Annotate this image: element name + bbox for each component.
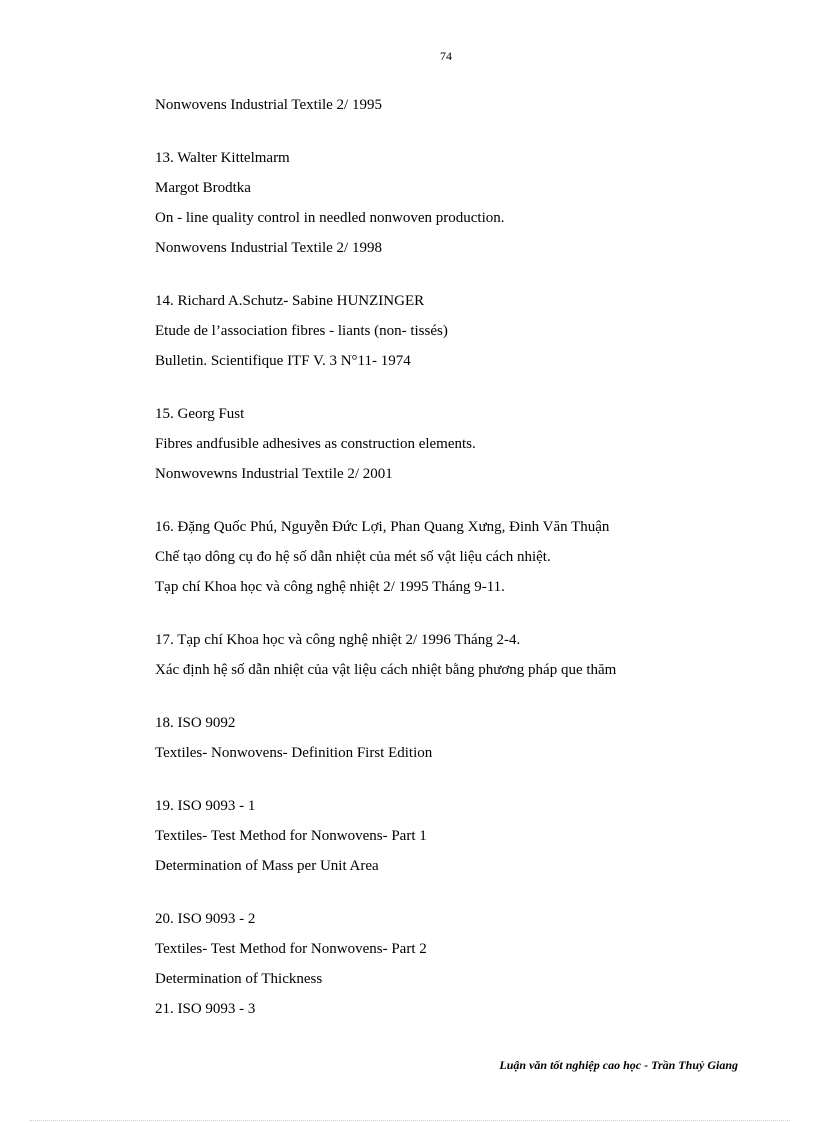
reference-entry	[155, 628, 755, 688]
reference-line: Bulletin. Scientifique ITF V. 3 N°11- 1974	[155, 353, 411, 369]
reference-line: 15. Georg Fust	[155, 406, 245, 422]
reference-entry	[155, 289, 755, 379]
reference-entry	[155, 515, 755, 605]
reference-entry	[155, 146, 755, 266]
reference-spacer	[155, 123, 755, 146]
reference-line: 20. ISO 9093 - 2	[155, 911, 256, 927]
reference-line: 18. ISO 9092	[155, 715, 236, 731]
reference-line: Nonwovewns Industrial Textile 2/ 2001	[155, 466, 393, 482]
reference-line: Determination of Thickness	[155, 971, 323, 987]
reference-spacer	[155, 379, 755, 402]
reference-spacer	[155, 688, 755, 711]
reference-entry	[155, 794, 755, 884]
reference-line: Tạp chí Khoa học và công nghệ nhiệt 2/ 1995 Tháng 9-11.	[155, 579, 505, 595]
reference-line: On - line quality control in needled nonwoven production.	[155, 210, 505, 226]
reference-entry	[155, 907, 755, 1027]
reference-line: 13. Walter Kittelmarm	[155, 150, 290, 166]
reference-list	[155, 93, 755, 1027]
reference-spacer	[155, 884, 755, 907]
reference-spacer	[155, 492, 755, 515]
page-bottom-divider	[30, 1120, 790, 1121]
reference-line: 21. ISO 9093 - 3	[155, 1001, 256, 1017]
reference-line: 14. Richard A.Schutz- Sabine HUNZINGER	[155, 293, 425, 309]
reference-line: 17. Tạp chí Khoa học và công nghệ nhiệt 2/ 1996 Tháng 2-4.	[155, 632, 521, 648]
reference-entry	[155, 93, 755, 123]
reference-line: Xác định hệ số dẫn nhiệt của vật liệu cách nhiệt bằng phương pháp que thăm	[155, 662, 617, 678]
reference-line: Determination of Mass per Unit Area	[155, 858, 379, 874]
reference-line: Nonwovens Industrial Textile 2/ 1998	[155, 240, 382, 256]
reference-line: Etude de l’association fibres - liants (non- tissés)	[155, 323, 448, 339]
reference-line: Nonwovens Industrial Textile 2/ 1995	[155, 97, 382, 113]
reference-line: Textiles- Nonwovens- Definition First Edition	[155, 745, 433, 761]
reference-line: Textiles- Test Method for Nonwovens- Part 2	[155, 941, 427, 957]
footer-author-line: Luận văn tốt nghiệp cao học - Trần Thuỷ Giang	[499, 1058, 738, 1072]
reference-line: 19. ISO 9093 - 1	[155, 798, 256, 814]
reference-line: Textiles- Test Method for Nonwovens- Part 1	[155, 828, 427, 844]
reference-line: 16. Đặng Quốc Phú, Nguyễn Đức Lợi, Phan Quang Xưng, Đinh Văn Thuận	[155, 519, 610, 535]
reference-spacer	[155, 771, 755, 794]
reference-spacer	[155, 605, 755, 628]
reference-entry	[155, 402, 755, 492]
page-number: 74	[440, 49, 452, 63]
reference-spacer	[155, 266, 755, 289]
reference-line: Chế tạo dông cụ đo hệ số dẫn nhiệt của mét số vật liệu cách nhiệt.	[155, 549, 551, 565]
reference-entry	[155, 711, 755, 771]
reference-line: Margot Brodtka	[155, 180, 251, 196]
reference-line: Fibres andfusible adhesives as construction elements.	[155, 436, 476, 452]
